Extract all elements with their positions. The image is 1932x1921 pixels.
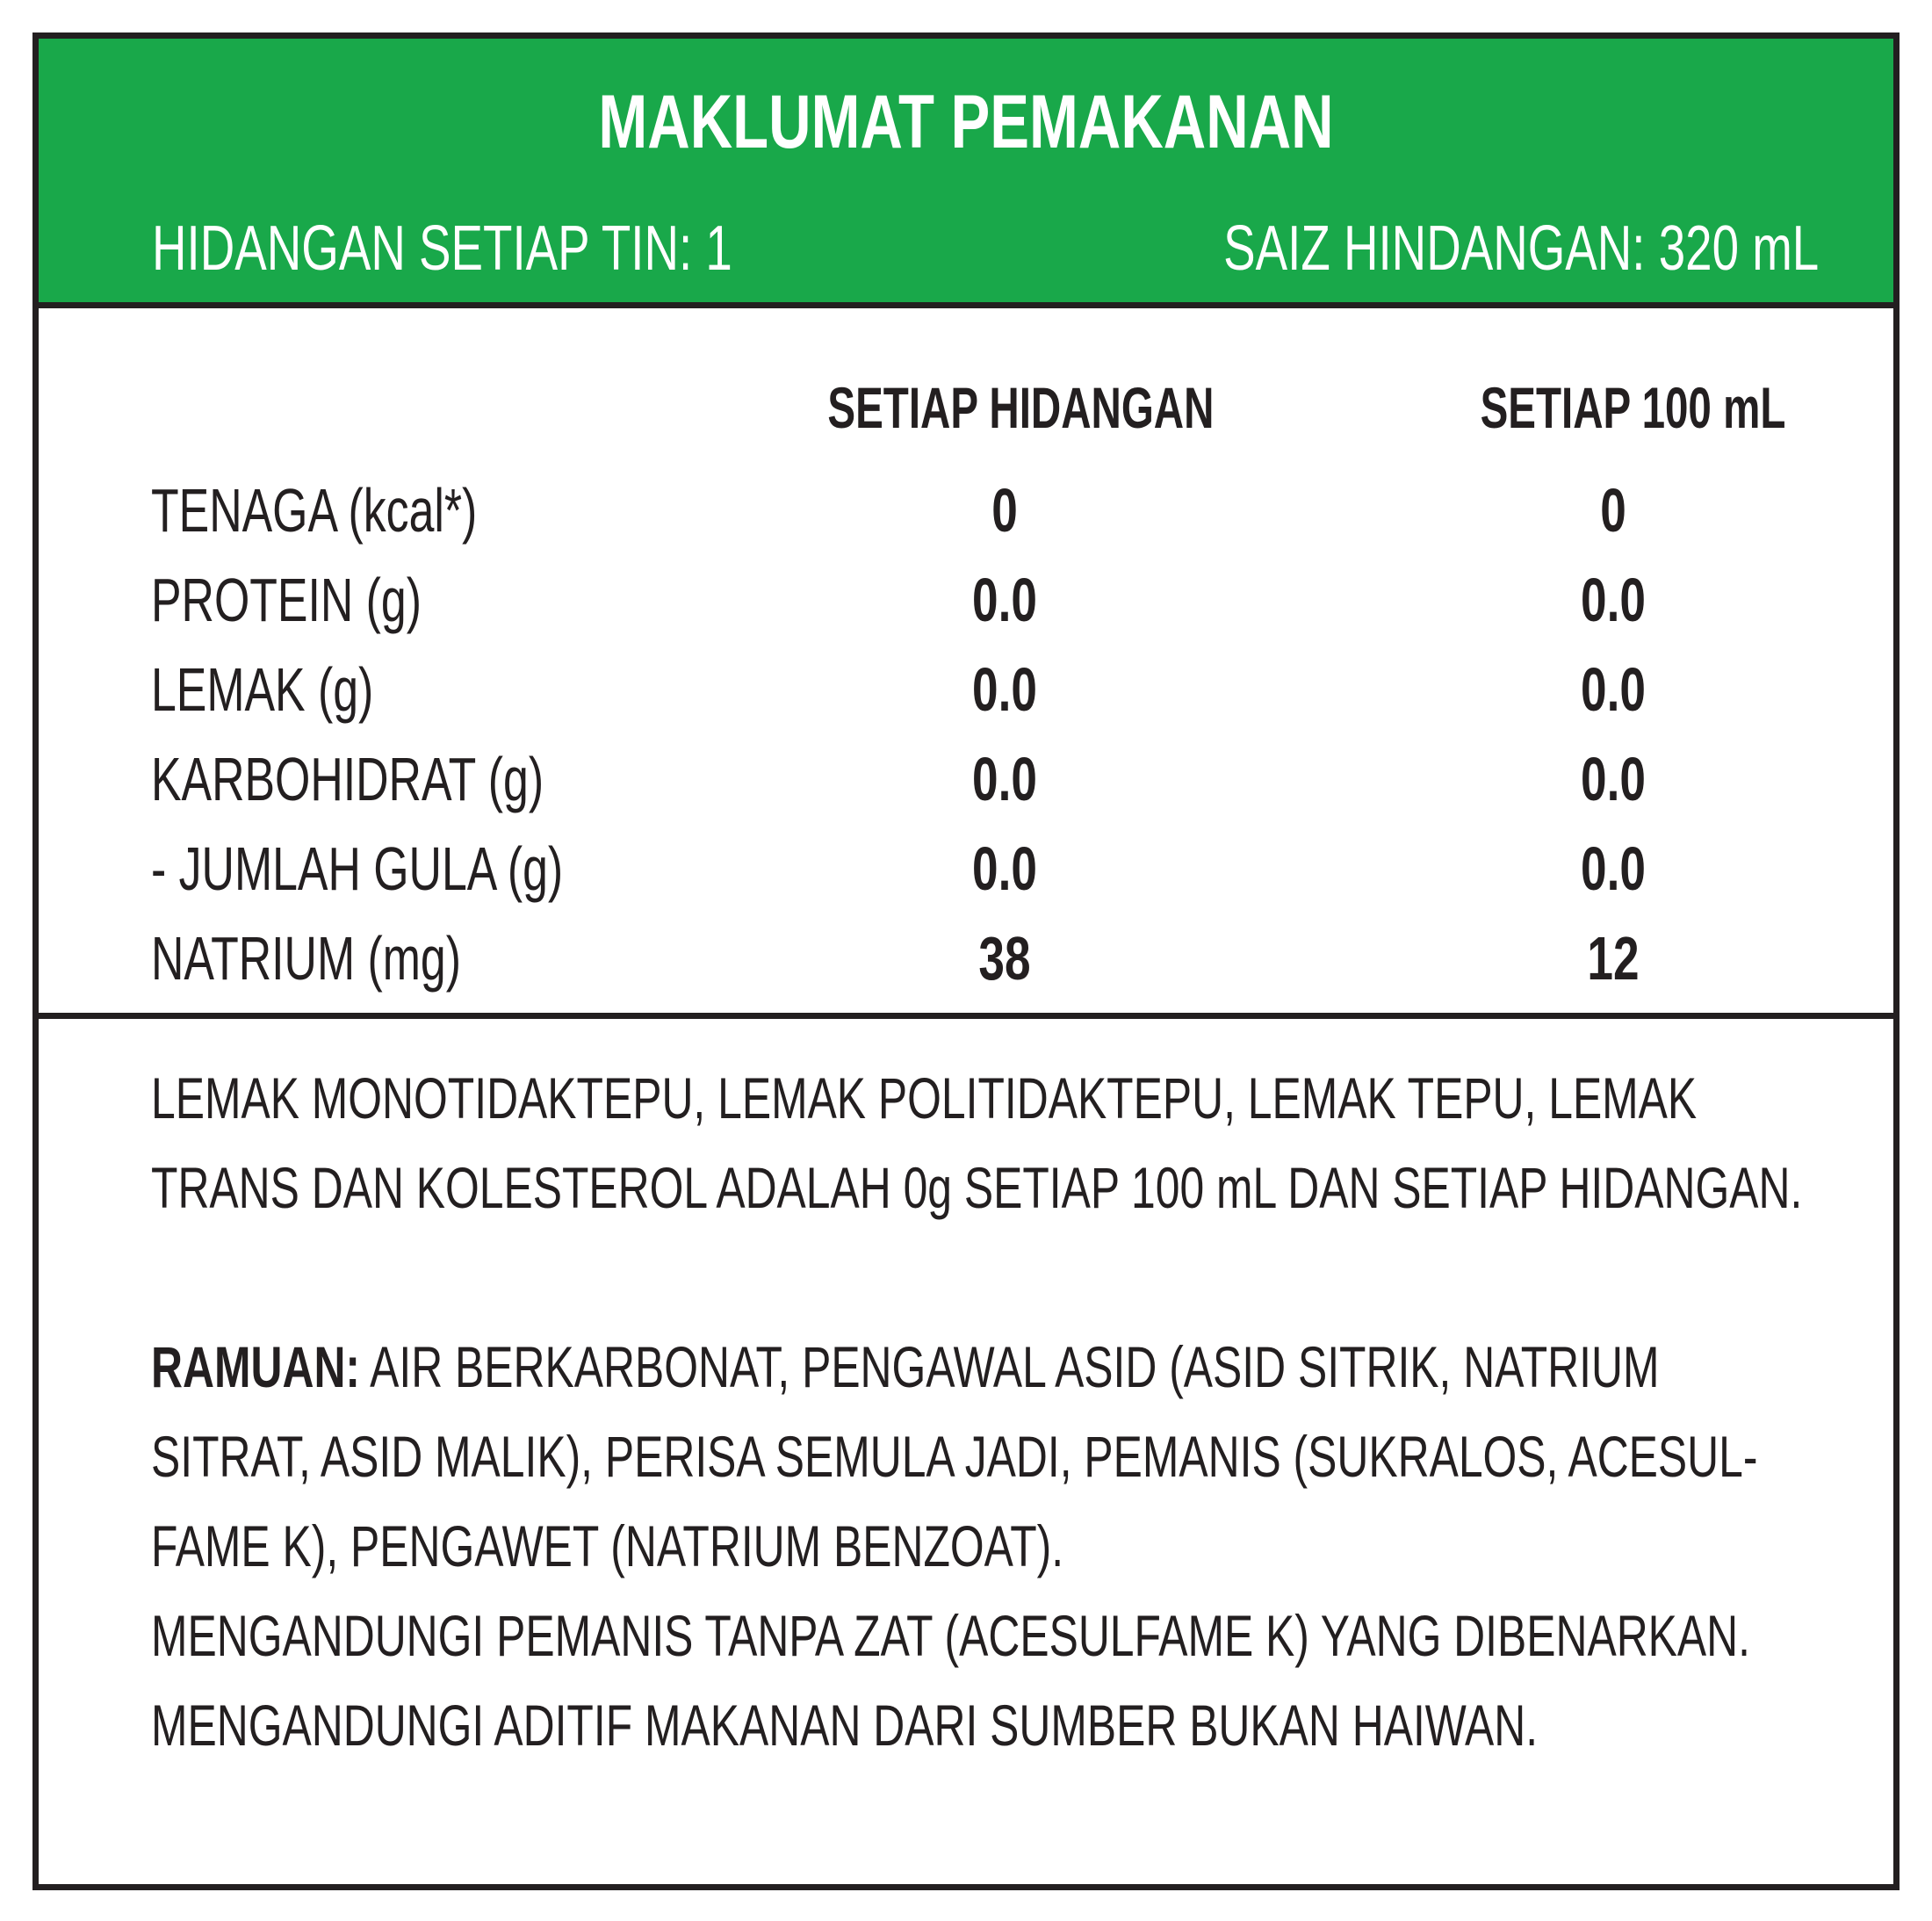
ingredients-text: AIR BERKARBONAT, PENGAWAL ASID (ASID SITRIK, NATRIUM [360,1334,1660,1399]
value-per-serving: 0.0 [972,745,1037,813]
table-row [39,566,1893,659]
nutrition-table [39,308,1893,1019]
ingredients-line: SITRAT, ASID MALIK), PERISA SEMULA JADI, PEMANIS (SUKRALOS, ACESUL- [151,1424,1758,1489]
value-per-100ml: 0.0 [1581,566,1646,634]
value-per-100ml: 0.0 [1581,834,1646,903]
nutrition-label [32,32,1900,1890]
ingredients-label: RAMUAN: [151,1334,361,1399]
value-per-serving: 0.0 [972,566,1037,634]
fat-note-line: LEMAK MONOTIDAKTEPU, LEMAK POLITIDAKTEPU, LEMAK TEPU, LEMAK [151,1065,1698,1130]
value-per-serving: 0.0 [972,834,1037,903]
value-per-100ml: 0.0 [1581,745,1646,813]
table-row [39,476,1893,569]
ingredients-line [151,1322,1660,1412]
nutrient-name: NATRIUM (mg) [151,924,461,993]
table-row [39,745,1893,838]
nutrient-name: - JUMLAH GULA (g) [151,834,564,903]
value-per-serving: 0.0 [972,655,1037,724]
label-header [39,39,1893,308]
value-per-serving: 38 [978,924,1031,993]
value-per-serving: 0 [991,476,1018,545]
value-per-100ml: 0.0 [1581,655,1646,724]
table-row [39,655,1893,748]
nutrient-name: KARBOHIDRAT (g) [151,745,544,813]
label-title: MAKLUMAT PEMAKANAN [598,80,1334,164]
nutrient-name: PROTEIN (g) [151,566,422,634]
column-header-per-serving: SETIAP HIDANGAN [827,375,1215,440]
fat-note-line: TRANS DAN KOLESTEROL ADALAH 0g SETIAP 100 mL DAN SETIAP HIDANGAN. [151,1155,1803,1220]
column-header-per-100ml: SETIAP 100 mL [1480,375,1786,440]
additive-note: MENGANDUNGI ADITIF MAKANAN DARI SUMBER BUKAN HAIWAN. [151,1693,1539,1758]
serving-size: SAIZ HINDANGAN: 320 mL [1222,213,1819,284]
value-per-100ml: 0 [1600,476,1626,545]
sweetener-note: MENGANDUNGI PEMANIS TANPA ZAT (ACESULFAME K) YANG DIBENARKAN. [151,1603,1750,1668]
nutrient-name: LEMAK (g) [151,655,374,724]
value-per-100ml: 12 [1587,924,1640,993]
servings-per-tin: HIDANGAN SETIAP TIN: 1 [152,213,732,284]
ingredients-line: FAME K), PENGAWET (NATRIUM BENZOAT). [151,1513,1064,1578]
table-row [39,924,1893,1017]
table-row [39,834,1893,928]
label-notes [151,1053,1803,1770]
spacer [151,1232,1464,1322]
nutrient-name: TENAGA (kcal*) [151,476,478,545]
